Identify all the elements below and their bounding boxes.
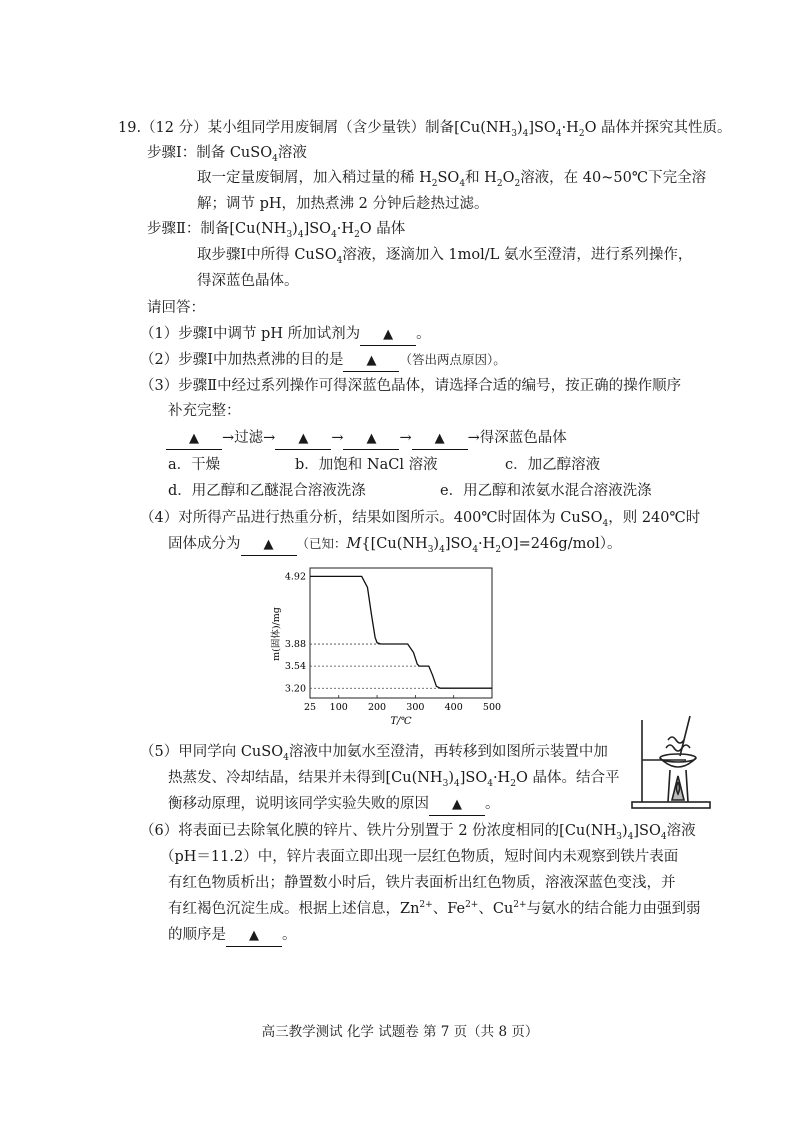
- answer-blank-3a[interactable]: [166, 428, 222, 450]
- x-tick-label: 100: [329, 702, 348, 713]
- question-4-line1: （4）对所得产品进行热重分析，结果如图所示。400℃时固体为 CuSO$_4$，则 240℃时: [140, 510, 701, 529]
- option-c: c．加乙醇溶液: [505, 457, 601, 473]
- question-4-line2: 固体成分为 ▲ （已知：$M\{[Cu(NH_3)_4]SO_4\cdot H_2O]=246g/mol$）。: [168, 536, 622, 555]
- triangle-icon: ▲: [298, 431, 309, 446]
- question-header: 19.（12 分）某小组同学用废铜屑（含少量铁）制备$[Cu(NH_3)_4]SO_4\cdot H_2O$ 晶体并探究其性质。: [118, 120, 732, 139]
- y-tick-label: 3.88: [284, 639, 306, 651]
- triangle-icon: ▲: [249, 928, 259, 943]
- triangle-icon: ▲: [189, 431, 199, 446]
- triangle-icon: ▲: [383, 327, 394, 342]
- x-tick-label: 400: [444, 702, 463, 713]
- triangle-icon: ▲: [366, 431, 377, 446]
- y-tick-label: 3.20: [284, 683, 306, 695]
- question-5-line1: （5）甲同学向 CuSO$_4$溶液中加氨水至澄清，再转移到如图所示装置中加: [140, 744, 608, 763]
- evaporation-apparatus-illustration: [628, 712, 714, 812]
- question-6-line4: 有红褐色沉淀生成。根据上述信息，$Zn^{2+}$、$Fe^{2+}$、$Cu^{2+}$与氨水的结合能力由强到弱: [168, 900, 701, 917]
- step1-text-line2: 解；调节 pH，加热煮沸 2 分钟后趁热过滤。: [197, 196, 489, 212]
- option-d: d．用乙醇和乙醚混合溶液洗涤: [168, 483, 366, 499]
- page-footer: 高三教学测试 化学 试题卷 第 7 页（共 8 页）: [261, 1024, 539, 1040]
- step2-text-line2: 得深蓝色晶体。: [197, 273, 299, 289]
- question-5-line3: 衡移动原理，说明该同学实验失败的原因 ▲ 。: [168, 794, 500, 816]
- option-a: a．干燥: [168, 457, 221, 473]
- thermogravimetric-chart: [268, 560, 504, 730]
- answer-blank-3c[interactable]: [343, 428, 399, 450]
- question-6-line5: 的顺序是 ▲ 。: [168, 925, 297, 947]
- question-6-line1: （6）将表面已去除氧化膜的锌片、铁片分别置于 2 份浓度相同的$[Cu(NH_3)_4]SO_4$溶液: [140, 823, 696, 842]
- step1-title: 步骤Ⅰ：制备 CuSO$_4$溶液: [147, 145, 307, 164]
- step2-title: 步骤Ⅱ：制备$[Cu(NH_3)_4]SO_4\cdot H_2O$ 晶体: [147, 221, 406, 240]
- step1-text-line1: 取一定量废铜屑，加入稍过量的稀 $H_2SO_4$和 $H_2O_2$溶液，在 40~50℃下完全溶: [197, 170, 707, 189]
- option-b: b．加饱和 NaCl 溶液: [295, 457, 438, 473]
- question-6-line3: 有红色物质析出；静置数小时后，铁片表面析出红色物质，溶液深蓝色变浅，并: [168, 875, 676, 891]
- question-5-line2: 热蒸发、冷却结晶，结果并未得到$[Cu(NH_3)_4]SO_4\cdot H_2O$ 晶体。结合平: [168, 770, 620, 789]
- y-tick-label: 4.92: [284, 571, 306, 583]
- question-6-line2: （pH＝11.2）中，锌片表面立即出现一层红色物质，短时间内未观察到铁片表面: [160, 849, 679, 865]
- x-tick-label: 25: [303, 702, 317, 713]
- x-axis-label: T/℃: [390, 716, 412, 727]
- triangle-icon: ▲: [452, 797, 462, 812]
- x-tick-label: 200: [367, 702, 387, 713]
- answer-blank-3d[interactable]: [412, 428, 468, 450]
- answer-blank-1[interactable]: [360, 324, 416, 346]
- step2-text-line1: 取步骤Ⅰ中所得 CuSO$_4$溶液，逐滴加入 1mol/L 氨水至澄清，进行系列操作，: [197, 247, 693, 266]
- triangle-icon: ▲: [434, 431, 445, 446]
- y-axis-label: m(固体)/mg: [271, 607, 282, 661]
- answer-blank-4[interactable]: [241, 534, 297, 556]
- please-answer: 请回答：: [147, 300, 205, 316]
- triangle-icon: ▲: [366, 353, 377, 368]
- question-3-line1: （3）步骤Ⅱ中经过系列操作可得深蓝色晶体，请选择合适的编号，按正确的操作顺序: [140, 378, 682, 394]
- question-3-line2: 补充完整：: [168, 403, 241, 419]
- answer-blank-3b[interactable]: [275, 428, 331, 450]
- y-tick-label: 3.54: [284, 661, 306, 673]
- plot-frame: [310, 568, 492, 698]
- answer-blank-6[interactable]: [226, 925, 282, 947]
- operation-sequence: ▲ →过滤→ ▲ → ▲ → ▲ →得深蓝色晶体: [166, 428, 567, 450]
- question-1: （1）步骤Ⅰ中调节 pH 所加试剂为 ▲ 。: [140, 324, 431, 346]
- x-tick-label: 500: [482, 702, 502, 713]
- mass-curve: [310, 576, 492, 688]
- triangle-icon: ▲: [263, 537, 274, 552]
- question-number: 19.: [118, 120, 142, 136]
- option-e: e．用乙醇和浓氨水混合溶液洗涤: [440, 483, 652, 499]
- question-2: （2）步骤Ⅰ中加热煮沸的目的是 ▲ （答出两点原因）。: [140, 350, 506, 372]
- x-tick-label: 300: [406, 702, 425, 713]
- answer-blank-2[interactable]: [343, 350, 399, 372]
- answer-blank-5[interactable]: [429, 794, 485, 816]
